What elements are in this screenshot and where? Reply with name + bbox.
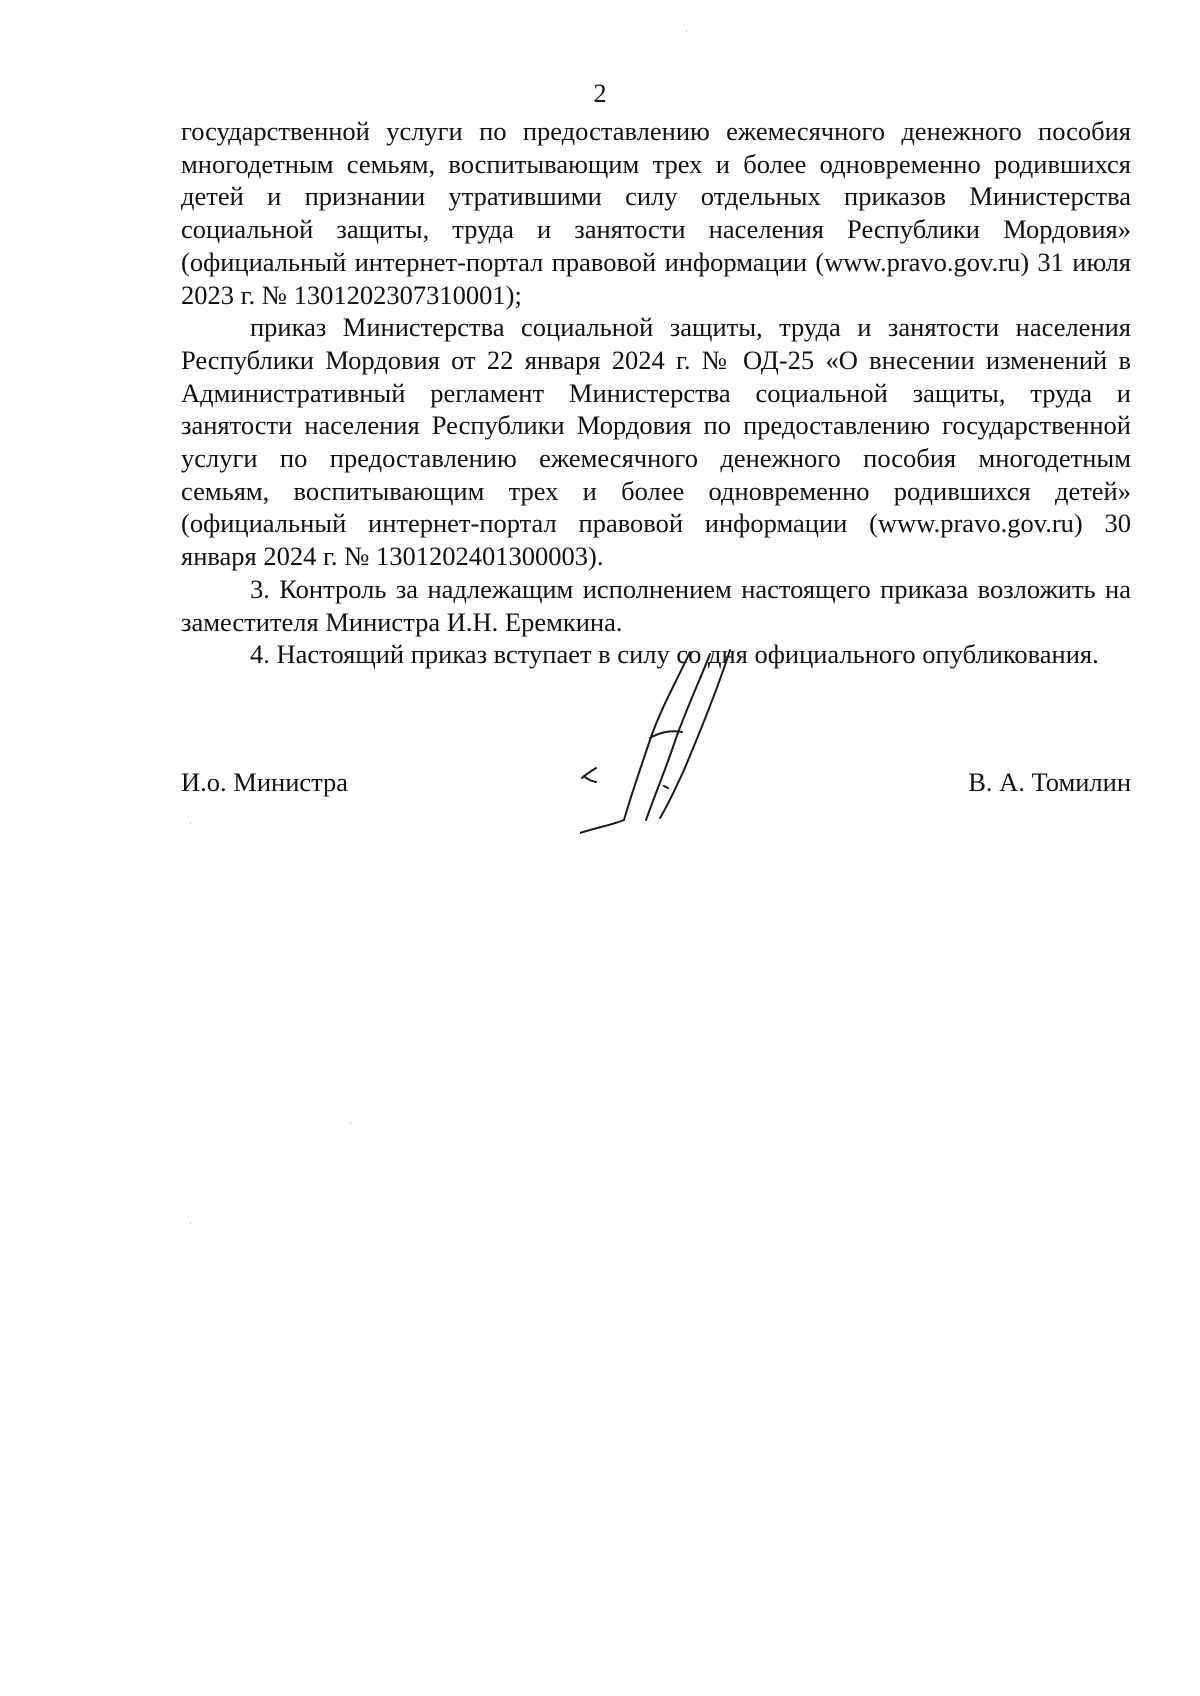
paragraph-item-4: 4. Настоящий приказ вступает в силу со дня официального опубликования. — [250, 639, 1099, 670]
signatory-title: И.о. Министра — [181, 767, 349, 797]
signatory-name: В. А. Томилин — [968, 767, 1131, 797]
paragraph-continuation: государственной услуги по предоставлению ежемесячного денежного пособия многодетным семьям, воспитывающим трех и более одновременно родившихся детей и признании утратившими силу отдельных приказов Министерства социальной защиты, труда и занятости населения Республики Мордовия» (официальный интернет-портал правовой информации (www.pravo.gov.ru) 31 июля 2023 г. № 1301202307310001); — [181, 116, 1131, 310]
document-body — [181, 115, 1131, 671]
scan-speck — [686, 30, 687, 32]
page-number: 2 — [593, 79, 607, 108]
scan-speck — [190, 1222, 191, 1224]
paragraph-order-reference: приказ Министерства социальной защиты, труда и занятости населения Республики Мордовия от 22 января 2024 г. № ОД-25 «О внесении изменений в Административный регламент Министерства социальной защиты, труда и занятости населения Республики Мордовия по предоставлению государственной услуги по предоставлению ежемесячного денежного пособия многодетным семьям, воспитывающим трех и более одновременно родившихся детей» (официальный интернет-портал правовой информации (www.pravo.gov.ru) 30 января 2024 г. № 1301202401300003). — [181, 312, 1131, 572]
paragraph-item-3: 3. Контроль за надлежащим исполнением настоящего приказа возложить на заместителя Министра И.Н. Еремкина. — [181, 573, 1131, 637]
scan-speck — [350, 1122, 351, 1124]
handwritten-signature — [580, 640, 780, 880]
scan-speck — [190, 822, 191, 824]
